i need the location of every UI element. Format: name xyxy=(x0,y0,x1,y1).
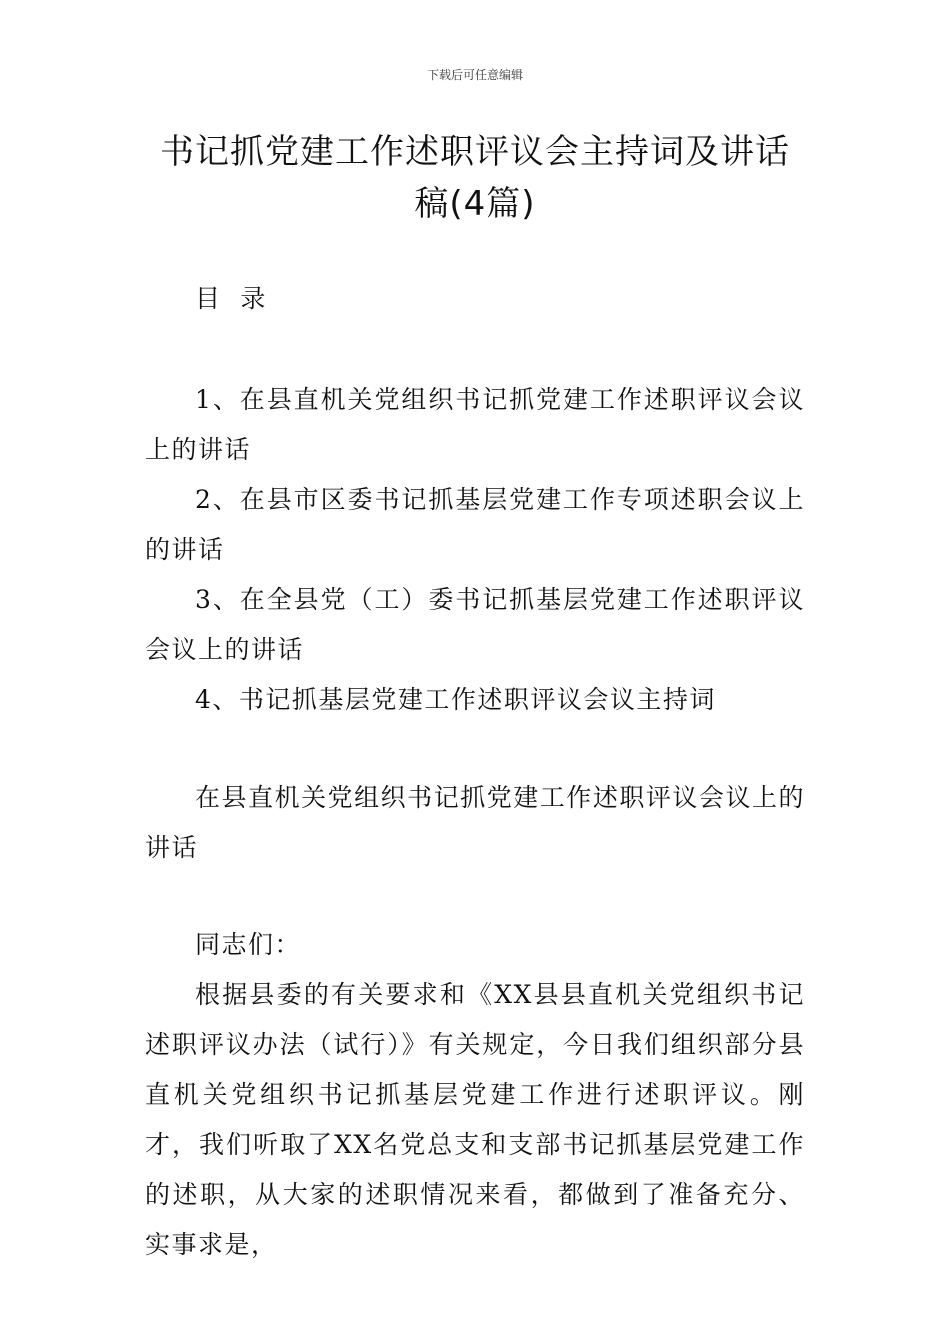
toc-list xyxy=(145,375,805,725)
speech-body xyxy=(145,920,805,1270)
toc-item-2: 2、在县市区委书记抓基层党建工作专项述职会议上的讲话 xyxy=(145,485,805,564)
toc-item-3: 3、在全县党（工）委书记抓基层党建工作述职评议会议上的讲话 xyxy=(145,585,805,664)
toc-item-4: 4、书记抓基层党建工作述职评议会议主持词 xyxy=(195,685,716,714)
salutation: 同志们： xyxy=(195,930,302,959)
section-title: 在县直机关党组织书记抓党建工作述职评议会议上的讲话 xyxy=(145,783,805,862)
toc-heading: 目 录 xyxy=(195,284,267,313)
header-note: 下载后可任意编辑 xyxy=(426,68,523,82)
paragraph-1: 根据县委的有关要求和《XX县县直机关党组织书记述职评议办法（试行）》有关规定，今日我们组织部分县直机关党组织书记抓基层党建工作进行述职评议。刚才，我们听取了XX名党总支和支部书记抓基层党建工作的述职，从大家的述职情况来看，都做到了准备充分、实事求是， xyxy=(145,980,805,1259)
toc-item-1: 1、在县直机关党组织书记抓党建工作述职评议会议上的讲话 xyxy=(145,385,805,464)
document-title: 书记抓党建工作述职评议会主持词及讲话稿(4篇) xyxy=(160,132,790,224)
